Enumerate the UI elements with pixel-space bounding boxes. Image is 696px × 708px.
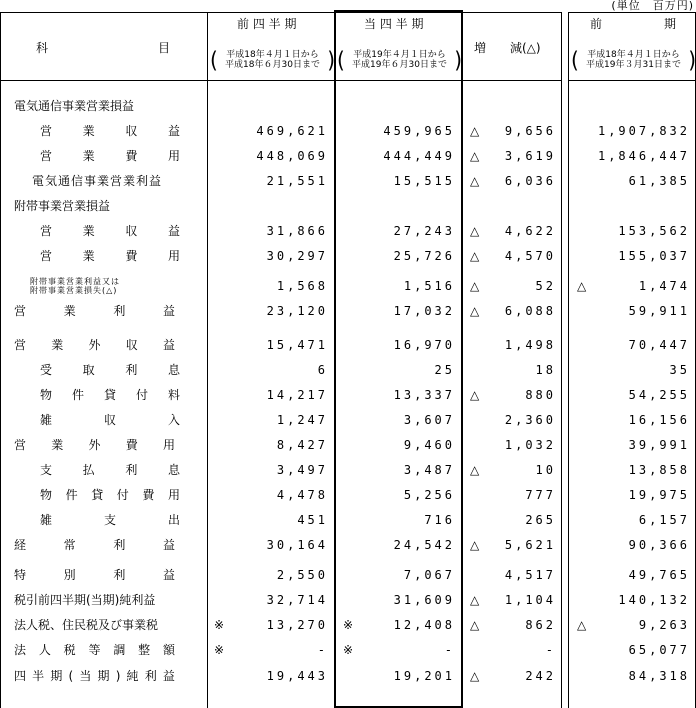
change-negative-mark: △ — [470, 388, 480, 402]
change-value: 4,570 — [504, 249, 556, 263]
row-label-char: 四 — [14, 669, 27, 683]
prev-quarter-value: 4,478 — [276, 488, 328, 502]
change-value: 777 — [525, 488, 556, 502]
row-label-char: 付 — [135, 388, 148, 402]
row-label-char: 費 — [142, 488, 155, 502]
table-row — [0, 171, 696, 191]
prev-year-value: 155,037 — [618, 249, 690, 263]
prev-quarter-value: 469,621 — [256, 124, 328, 138]
change-value: 3,619 — [504, 149, 556, 163]
row-label — [40, 460, 180, 480]
row-label-char: 純 — [126, 669, 139, 683]
prev-quarter-period-end: 平成18年６月30日まで — [225, 60, 320, 70]
row-label: 電気通信事業営業損益 — [14, 99, 135, 113]
table-row — [0, 510, 696, 530]
row-label-char: 収 — [125, 124, 138, 138]
change-value: 265 — [525, 513, 556, 527]
prev-quarter-value: - — [317, 643, 328, 657]
row-label-char: 利 — [113, 304, 126, 318]
current-quarter-value: 17,032 — [393, 304, 455, 318]
row-label-char: 取 — [82, 363, 95, 377]
row-label-char: 特 — [14, 568, 27, 582]
row-label-char: 営 — [40, 224, 53, 238]
row-label-char: 収 — [125, 338, 138, 352]
prev-year-value: 65,077 — [628, 643, 690, 657]
prev-quarter-note-mark: ※ — [214, 618, 225, 632]
row-label — [40, 121, 180, 141]
prev-quarter-value: 1,568 — [276, 279, 328, 293]
row-label — [14, 535, 175, 555]
prev-quarter-value: 31,866 — [266, 224, 328, 238]
prev-year-negative-mark: △ — [577, 618, 587, 632]
prev-year-value: 54,255 — [628, 388, 690, 402]
prev-year-value: 1,907,832 — [597, 124, 690, 138]
row-label-char: 利 — [113, 568, 126, 582]
current-quarter-value: 31,609 — [393, 593, 455, 607]
row-label-char: 業 — [82, 149, 95, 163]
row-label — [40, 246, 180, 266]
row-label-char: 営 — [40, 149, 53, 163]
row-label-char: 営 — [14, 338, 27, 352]
row-label-char: 当 — [79, 669, 92, 683]
current-quarter-value: - — [444, 643, 455, 657]
row-label-char: 用 — [162, 438, 175, 452]
row-label-char: 貸 — [103, 388, 116, 402]
prev-quarter-value: 14,217 — [266, 388, 328, 402]
row-label-char: 息 — [167, 463, 180, 477]
header-subject-b: 目 — [158, 41, 171, 55]
row-label-char: 料 — [167, 388, 180, 402]
row-label-char: 益 — [162, 538, 175, 552]
row-label-char: 貸 — [91, 488, 104, 502]
row-label-char: 期 — [50, 669, 63, 683]
change-negative-mark: △ — [470, 593, 480, 607]
row-label-char: 受 — [40, 363, 53, 377]
row-label-char: 物 — [40, 388, 53, 402]
current-quarter-period-end: 平成19年６月30日まで — [352, 60, 447, 70]
prev-year-value: 35 — [669, 363, 690, 377]
current-quarter-value: 3,607 — [403, 413, 455, 427]
change-value: 862 — [525, 618, 556, 632]
change-value: 6,088 — [504, 304, 556, 318]
row-label-char: 費 — [125, 149, 138, 163]
current-quarter-value: 13,337 — [393, 388, 455, 402]
row-label-char: 業 — [51, 338, 64, 352]
table-row — [0, 335, 696, 355]
current-quarter-note-mark: ※ — [343, 618, 354, 632]
table-row — [0, 535, 696, 555]
change-value: 4,622 — [504, 224, 556, 238]
row-label-char: 常 — [63, 538, 76, 552]
header-prev-year-period: ( 平成18年４月１日から 平成19年３月31日まで ) — [571, 46, 696, 74]
table-row — [0, 96, 696, 116]
prev-quarter-value: 32,714 — [266, 593, 328, 607]
row-label-char: 期 — [97, 669, 110, 683]
row-label-char: 業 — [82, 124, 95, 138]
row-label-char: 支 — [40, 463, 53, 477]
table-row — [0, 460, 696, 480]
prev-year-value: 61,385 — [628, 174, 690, 188]
row-label-char: 営 — [40, 124, 53, 138]
current-quarter-value: 5,256 — [403, 488, 455, 502]
current-quarter-value: 24,542 — [393, 538, 455, 552]
row-label-char: 支 — [103, 513, 116, 527]
prev-quarter-period-start: 平成18年４月１日から — [226, 50, 319, 60]
row-label-char: 雑 — [40, 513, 53, 527]
row-label: 法人税、住民税及び事業税 — [14, 618, 159, 632]
row-label-char: 用 — [167, 488, 180, 502]
row-label-char: 利 — [113, 538, 126, 552]
row-label-char: 利 — [144, 669, 157, 683]
header-divider-prev-year — [568, 80, 696, 81]
change-negative-mark: △ — [470, 149, 480, 163]
table-row — [0, 615, 696, 635]
row-label-char: 経 — [14, 538, 27, 552]
prev-quarter-note-mark: ※ — [214, 643, 225, 657]
row-label-char: 物 — [40, 488, 53, 502]
table-row — [0, 246, 696, 266]
prev-quarter-value: 30,164 — [266, 538, 328, 552]
change-value: 2,360 — [504, 413, 556, 427]
prev-quarter-value: 1,247 — [276, 413, 328, 427]
prev-year-value: 1,474 — [638, 279, 690, 293]
prev-quarter-value: 15,471 — [266, 338, 328, 352]
table-row — [0, 276, 696, 296]
prev-year-value: 140,132 — [618, 593, 690, 607]
row-label-char: 等 — [88, 643, 101, 657]
change-value: 18 — [535, 363, 556, 377]
current-quarter-value: 19,201 — [393, 669, 455, 683]
row-label-char: 別 — [63, 568, 76, 582]
current-quarter-value: 9,460 — [403, 438, 455, 452]
row-label-char: 益 — [167, 124, 180, 138]
table-row — [0, 196, 696, 216]
prev-year-value: 49,765 — [628, 568, 690, 582]
change-negative-mark: △ — [470, 304, 480, 318]
prev-year-value: 153,562 — [618, 224, 690, 238]
header-current-quarter-period: ( 平成19年４月１日から 平成19年６月30日まで ) — [337, 46, 462, 74]
row-label-char: 件 — [71, 388, 84, 402]
row-label-char: 業 — [82, 224, 95, 238]
prev-year-value: 19,975 — [628, 488, 690, 502]
prev-year-value: 59,911 — [628, 304, 690, 318]
row-label-char: 雑 — [40, 413, 53, 427]
row-label-line2: 附帯事業営業損失(△) — [30, 286, 118, 295]
current-quarter-value: 459,965 — [383, 124, 455, 138]
row-label-char: 税 — [63, 643, 76, 657]
change-value: 52 — [535, 279, 556, 293]
header-change: 増 減(△) — [474, 41, 541, 55]
change-negative-mark: △ — [470, 174, 480, 188]
change-negative-mark: △ — [470, 463, 480, 477]
prev-year-value: 16,156 — [628, 413, 690, 427]
current-quarter-value: 3,487 — [403, 463, 455, 477]
prev-quarter-value: 8,427 — [276, 438, 328, 452]
row-label-char: 業 — [63, 304, 76, 318]
row-label-char: 整 — [138, 643, 151, 657]
current-quarter-note-mark: ※ — [343, 643, 354, 657]
row-label-char: ( — [68, 669, 74, 683]
row-label-char: 出 — [167, 513, 180, 527]
current-quarter-value: 27,243 — [393, 224, 455, 238]
row-label-char: 営 — [14, 438, 27, 452]
header-subject-a: 科 — [36, 41, 49, 55]
table-row — [0, 146, 696, 166]
table-row — [0, 590, 696, 610]
unit-label: (単位 百万円) — [611, 0, 694, 12]
change-value: 880 — [525, 388, 556, 402]
row-label-char: 費 — [125, 249, 138, 263]
prev-year-value: 39,991 — [628, 438, 690, 452]
change-negative-mark: △ — [470, 538, 480, 552]
change-negative-mark: △ — [470, 249, 480, 263]
change-value: 1,498 — [504, 338, 556, 352]
row-label-char: 利 — [125, 463, 138, 477]
row-label — [14, 335, 175, 355]
change-value: 242 — [525, 669, 556, 683]
row-label — [14, 435, 175, 455]
change-negative-mark: △ — [470, 224, 480, 238]
current-quarter-value: 716 — [424, 513, 455, 527]
prev-year-value: 9,263 — [638, 618, 690, 632]
header-prev-quarter-period: ( 平成18年４月１日から 平成18年６月30日まで ) — [210, 46, 335, 74]
current-quarter-value: 25 — [434, 363, 455, 377]
prev-year-value: 1,846,447 — [597, 149, 690, 163]
change-negative-mark: △ — [470, 618, 480, 632]
prev-quarter-value: 13,270 — [266, 618, 328, 632]
row-label-char: ) — [115, 669, 121, 683]
row-label-char: 人 — [38, 643, 51, 657]
change-value: 6,036 — [504, 174, 556, 188]
change-value: 10 — [535, 463, 556, 477]
row-label: 附帯事業営業損益 — [14, 199, 111, 213]
current-quarter-value: 15,515 — [393, 174, 455, 188]
row-label-char: 用 — [167, 249, 180, 263]
change-value: 9,656 — [504, 124, 556, 138]
row-label-char: 件 — [65, 488, 78, 502]
change-value: 5,621 — [504, 538, 556, 552]
row-label-char: 入 — [167, 413, 180, 427]
row-label — [40, 221, 180, 241]
prev-year-value: 6,157 — [638, 513, 690, 527]
current-quarter-value: 1,516 — [403, 279, 455, 293]
row-label — [40, 510, 180, 530]
row-label-char: 益 — [162, 338, 175, 352]
row-label-char: 調 — [113, 643, 126, 657]
row-label-char: 営 — [14, 304, 27, 318]
row-label: 附帯事業営業利益又は — [30, 277, 120, 286]
current-quarter-value: 16,970 — [393, 338, 455, 352]
row-label — [14, 301, 175, 321]
row-label — [14, 640, 175, 660]
row-label-char: 益 — [162, 669, 175, 683]
row-label-char: 益 — [167, 224, 180, 238]
header-prev-year-a: 前 — [590, 17, 603, 31]
prev-year-period-end: 平成19年３月31日まで — [586, 60, 681, 70]
row-label-char: 払 — [82, 463, 95, 477]
table-row — [0, 360, 696, 380]
current-quarter-value: 12,408 — [393, 618, 455, 632]
prev-year-value: 84,318 — [628, 669, 690, 683]
current-quarter-value: 444,449 — [383, 149, 455, 163]
table-row — [0, 485, 696, 505]
prev-quarter-value: 23,120 — [266, 304, 328, 318]
row-label — [14, 666, 175, 686]
row-label-char: 付 — [116, 488, 129, 502]
table-row — [0, 301, 696, 321]
row-label-char: 外 — [88, 438, 101, 452]
table-row — [0, 121, 696, 141]
prev-quarter-value: 6 — [317, 363, 328, 377]
row-label: 電気通信事業営業利益 — [32, 174, 163, 188]
change-value: 1,104 — [504, 593, 556, 607]
prev-year-period-start: 平成18年４月１日から — [587, 50, 680, 60]
row-label-char: 費 — [125, 438, 138, 452]
change-value: 1,032 — [504, 438, 556, 452]
prev-quarter-value: 19,443 — [266, 669, 328, 683]
row-label — [40, 485, 180, 505]
change-negative-mark: △ — [470, 124, 480, 138]
prev-quarter-value: 21,551 — [266, 174, 328, 188]
row-label-char: 利 — [125, 363, 138, 377]
change-negative-mark: △ — [470, 669, 480, 683]
prev-quarter-value: 448,069 — [256, 149, 328, 163]
table-row — [0, 435, 696, 455]
row-label-char: 外 — [88, 338, 101, 352]
row-label-char: 半 — [32, 669, 45, 683]
row-label: 税引前四半期(当期)純利益 — [14, 593, 156, 607]
header-prev-year-b: 期 — [664, 17, 677, 31]
row-label-char: 業 — [82, 249, 95, 263]
table-row — [0, 385, 696, 405]
current-quarter-period-start: 平成19年４月１日から — [353, 50, 446, 60]
prev-year-value: 70,447 — [628, 338, 690, 352]
row-label — [40, 410, 180, 430]
row-label-char: 益 — [162, 568, 175, 582]
row-label-char: 収 — [125, 224, 138, 238]
current-quarter-value: 7,067 — [403, 568, 455, 582]
table-row — [0, 221, 696, 241]
table-row — [0, 666, 696, 686]
table-row — [0, 565, 696, 585]
current-quarter-value: 25,726 — [393, 249, 455, 263]
prev-year-value: 13,858 — [628, 463, 690, 477]
row-label — [40, 360, 180, 380]
row-label-char: 益 — [162, 304, 175, 318]
row-label — [40, 385, 180, 405]
row-label-char: 法 — [14, 643, 27, 657]
prev-quarter-value: 3,497 — [276, 463, 328, 477]
header-divider — [0, 80, 562, 81]
prev-quarter-value: 451 — [297, 513, 328, 527]
row-label-char: 息 — [167, 363, 180, 377]
header-current-quarter: 当 四 半 期 — [364, 17, 424, 31]
row-label-char: 用 — [167, 149, 180, 163]
change-negative-mark: △ — [470, 279, 480, 293]
prev-year-negative-mark: △ — [577, 279, 587, 293]
prev-quarter-value: 2,550 — [276, 568, 328, 582]
table-row — [0, 410, 696, 430]
header-prev-quarter: 前 四 半 期 — [237, 17, 297, 31]
table-row — [0, 640, 696, 660]
row-label-char: 額 — [162, 643, 175, 657]
row-label — [14, 565, 175, 585]
change-value: - — [545, 643, 556, 657]
prev-quarter-value: 30,297 — [266, 249, 328, 263]
row-label — [40, 146, 180, 166]
change-value: 4,517 — [504, 568, 556, 582]
row-label-char: 営 — [40, 249, 53, 263]
row-label-char: 収 — [103, 413, 116, 427]
prev-year-value: 90,366 — [628, 538, 690, 552]
row-label-char: 業 — [51, 438, 64, 452]
